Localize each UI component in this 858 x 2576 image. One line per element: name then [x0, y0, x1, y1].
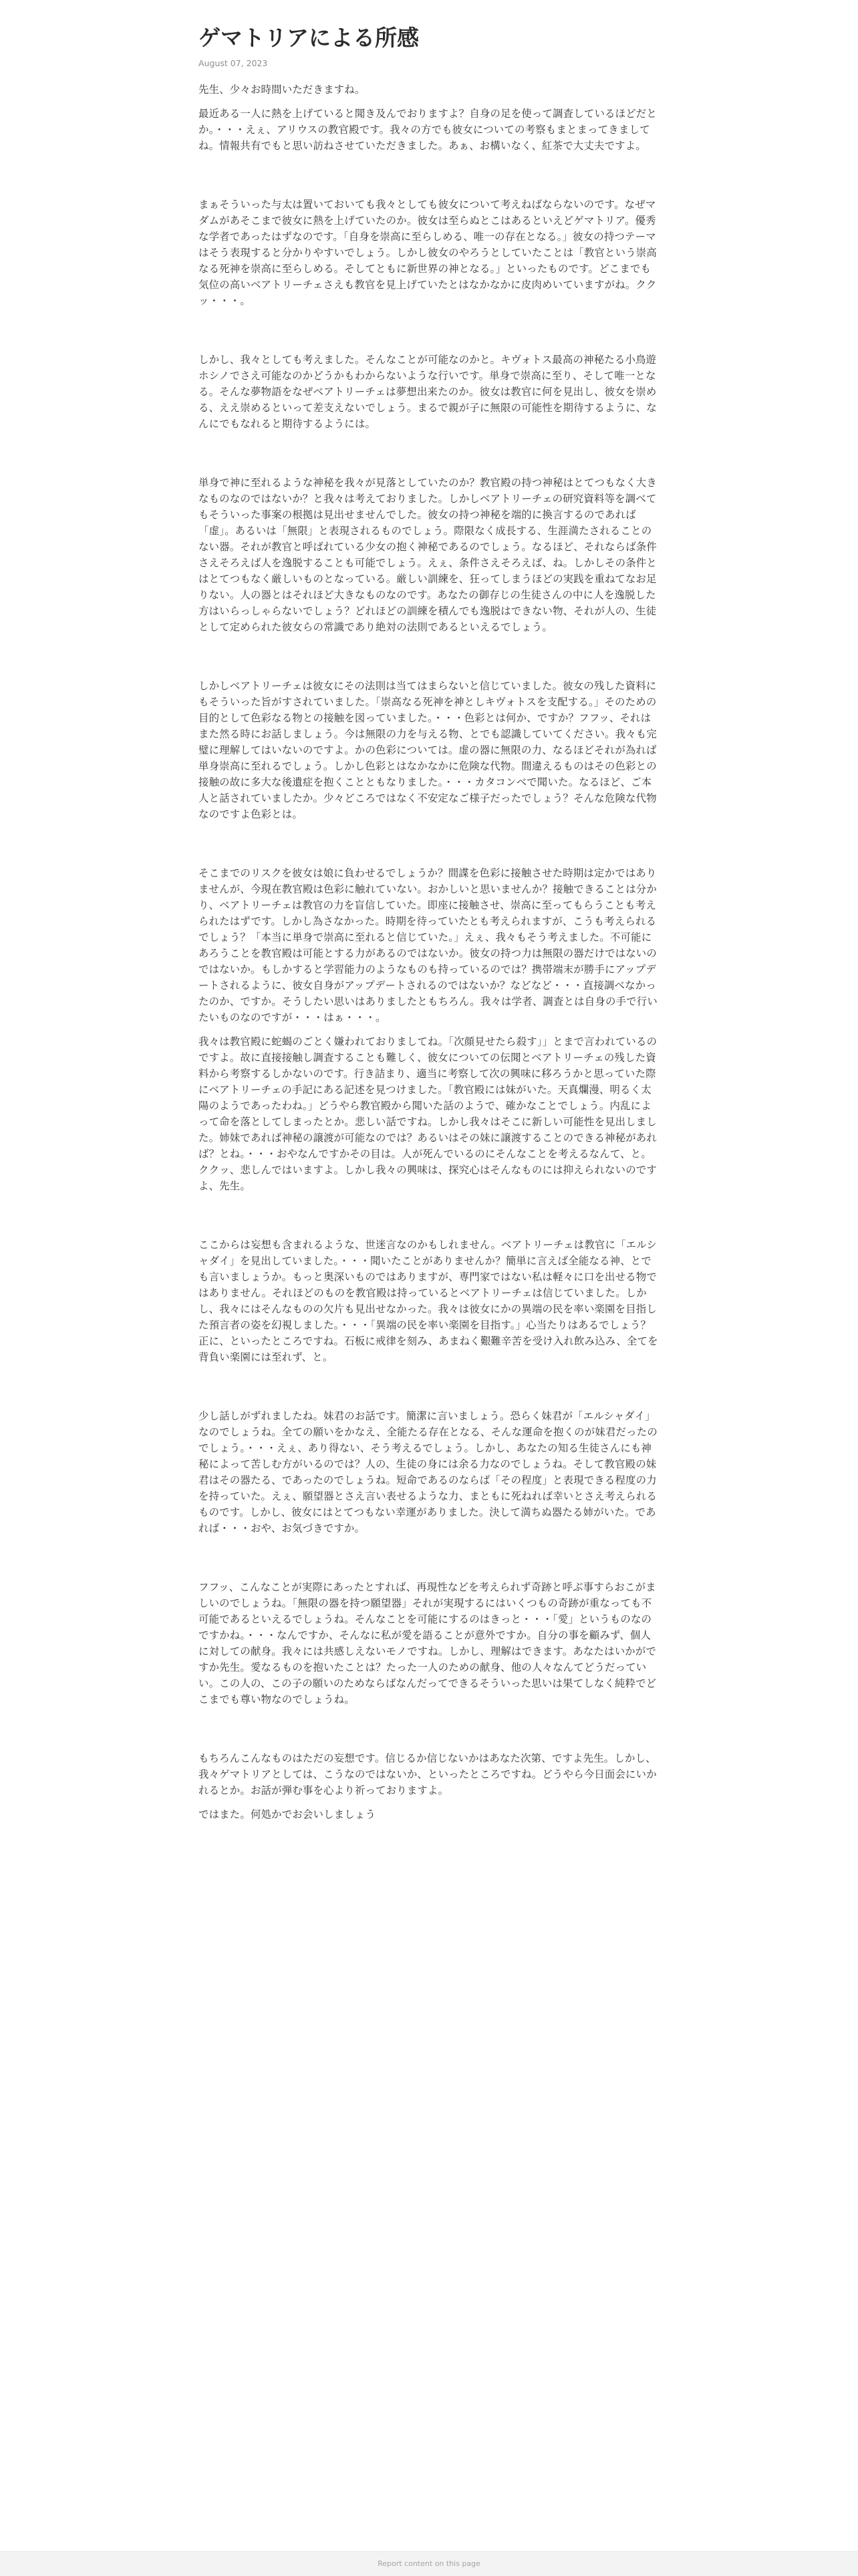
paragraph: しかし、我々としても考えました。そんなことが可能なのかと。キヴォトス最高の神秘たる小鳥遊ホシノでさえ可能なのかどうかもわからないような行いです。単身で崇高に至り、そして唯一となる。そんな夢物語をなぜベアトリーチェは夢想出来たのか。彼女は教官に何を見出し、彼女を崇める、ええ崇めるといって差支えないでしょう。まるで親が子に無限の可能性を期待するように、なんにでもなれると期待するようには。	[198, 354, 657, 430]
article	[198, 23, 660, 1831]
paragraph: ではまた。何処かでお会いしましょう	[198, 1808, 376, 1821]
paragraph: ここからは妄想も含まれるような、世迷言なのかもしれません。ベアトリーチェは教官に「エルシャダイ」を見出していました。・・・聞いたことがありませんか？簡単に言えば全能なる神、とでも言いましょうか。もっと奥深いものではありますが、専門家ではない私は軽々に口を出せる物ではありません。それほどのものを教官殿は持っているとベアトリーチェは信じていました。しかし、我々にはそんなものの欠片も見出せなかった。我々は彼女にかの異端の民を率い楽園を目指した預言者の姿を幻視しました。・・・「異端の民を率い楽園を目指す。」心当たりはあるでしょう？正に、といったところですね。石板に戒律を刻み、あまねく艱難辛苦を受け入れ飲み込み、全てを背負い楽園には至れず、と。	[198, 1239, 658, 1363]
paragraph: 単身で神に至れるような神秘を我々が見落としていたのか？教官殿の持つ神秘はとてつもなく大きなものなのではないか？と我々は考えておりました。しかしベアトリーチェの研究資料等を調べてもそういった事案の根拠は見出せませんでした。彼女の持つ神秘を端的に換言するのであれば「虚」。あるいは「無限」と表現されるものでしょう。際限なく成長する、生涯満たされることのない器。それが教官と呼ばれている少女の抱く神秘であるのでしょう。なるほど、それならば条件さえそろえば人を逸脱することも可能でしょう。えぇ、条件さえそろえば、ね。しかしその条件とはとてつもなく厳しいものとなっている。厳しい訓練を、狂ってしまうほどの実践を重ねてなお足りない。人の器とはそれほど大きなものなのです。あなたの御存じの生徒さんの中に人を逸脱した方はいらっしゃらないでしょう？どれほどの訓練を積んでも逸脱はできない物、それが人の、生徒として定められた彼女らの常識であり絶対の法則であるといえるでしょう。	[198, 477, 657, 633]
paragraph: 先生、少々お時間いただきますね。	[198, 84, 366, 96]
paragraph: そこまでのリスクを彼女は娘に負わせるでしょうか？間諜を色彩に接触させた時期は定かではありませんが、今現在教官殿は色彩に触れていない。おかしいと思いませんか？接触できることは分かり、ベアトリーチェは教官の力を盲信していた。即座に接触させ、崇高に至ってもらうことも考えられたはずです。しかし為さなかった。時期を待っていたとも考えられますが、こうも考えられるでしょう？「本当に単身で崇高に至れると信じていた。」えぇ、我々もそう考えました。不可能にあろうことを教官殿は可能とする力があるのではないか。彼女の持つ力は無限の器だけではないのではないか。もしかすると学習能力のようなものも持っているのでは？携帯端末が勝手にアップデートされるように、彼女自身がアップデートされるのではないか？などなど・・・直接調べなかったのか、ですか。そうしたい思いはありましたともちろん。我々は学者、調査とは自身の手で行いたいものなのですが・・・はぁ・・・。	[198, 867, 658, 1024]
page-footer	[0, 2551, 858, 2576]
paragraph: 最近ある一人に熱を上げていると聞き及んでおりますよ？自身の足を使って調査しているほどだとか。・・・えぇ、アリウスの教官殿です。我々の方でも彼女についての考察もまとまってきましてね。情報共有でもと思い訪ねさせていただきました。あぁ、お構いなく、紅茶で大丈夫ですよ。	[198, 108, 657, 152]
post-date: August 07, 2023	[198, 58, 268, 68]
page-title: ゲマトリアによる所感	[198, 25, 419, 51]
paragraph: しかしベアトリーチェは彼女にその法則は当てはまらないと信じていました。彼女の残した資料にもそういった旨がすされていました。「崇高なる死神を神としキヴォトスを支配する。」そのための目的として色彩なる物との接触を図っていました。・・・色彩とは何か、ですか？フフッ、それはまた然る時にお話しましょう。今は無限の力を与える物、とでも認識していてください。我々も完璧に理解してはいないのですよ。かの色彩については。虚の器に無限の力、なるほどそれが為れば単身崇高に至れるでしょう。しかし色彩とはなかなかに危険な代物。間違えるものはその色彩との接触の故に多大な後遺症を抱くことともなりました。・・・カタコンベで聞いた。なるほど、ご本人と話されていましたか。少々どころではなく不安定なご様子だったでしょう？そんな危険な代物なのですよ色彩とは。	[198, 680, 657, 820]
paragraph: 少し話しがずれましたね。妹君のお話です。簡潔に言いましょう。恐らく妹君が「エルシャダイ」なのでしょうね。全ての願いをかなえ、全能たる存在となる、そんな運命を抱くのが妹君だったのでしょう。・・・えぇ、あり得ない、そう考えるでしょう。しかし、あなたの知る生徒さんにも神秘によって苦しむ方がいるのでは？人の、生徒の身には余る力なのでしょうね。そして教官殿の妹君はその器たる、であったのでしょうね。短命であるのならば「その程度」と表現できる程度の力を持っていた。えぇ、願望器とさえ言い表せるような力、まともに死ねれば幸いとさえ考えられるものです。しかし、彼女にはとてつもない幸運がありました。決して満ちぬ器たる姉がいた。であれば・・・おや、お気づきですか。	[198, 1410, 658, 1534]
paragraph: フフッ、こんなことが実際にあったとすれば、再現性などを考えられず奇跡と呼ぶ事すらおこがましいのでしょうね。「無限の器を持つ願望器」それが実現するにはいくつもの奇跡が重なっても不可能であるといえるでしょうね。そんなことを可能にするのはきっと・・・「愛」というものなのですかね。・・・なんですか、そんなに私が愛を語ることが意外ですか。自分の事を顧みず、個人に対しての献身。我々には共感しえないモノですね。しかし、理解はできます。あなたはいかがですか先生。愛なるものを抱いたことは？たった一人のための献身、他の人々なんてどうだっていい。この人の、この子の願いのためならばなんだってできるそういった思いは果てしなく純粋でどこまでも尊い物なのでしょうね。	[198, 1581, 657, 1706]
paragraph: 我々は教官殿に蛇蝎のごとく嫌われておりましてね。「次顔見せたら殺す」」とまで言われているのですよ。故に直接接触し調査することも難しく、彼女についての伝聞とベアトリーチェの残した資料から考察するしかないのです。行き詰まり、適当に考察して次の興味に移ろうかと思っていた際にベアトリーチェの手記にある記述を見つけました。「教官殿には妹がいた。天真爛漫、明るく太陽のようであったわね。」どうやら教官殿から聞いた話のようで、確かなことでしょう。内乱によって命を落としてしまったとか。悲しい話ですね。しかし我々はそこに新しい可能性を見出しました。姉妹であれば神秘の譲渡が可能なのでは？あるいはその妹に譲渡することのできる神秘があれば？とね。・・・おやなんですかその目は。人が死んでいるのにそんなことを考えるなんて、と。ククッ、悲しんではいますよ。しかし我々の興味は、探究心はそんなものには抑えられないのですよ、先生。	[198, 1036, 658, 1192]
paragraph: まぁそういった与太は置いておいても我々としても彼女について考えねばならないのです。なぜマダムがあそこまで彼女に熱を上げていたのか。彼女は至らぬとこはあるといえどゲマトリア。優秀な学者であったはずなのです。「自身を崇高に至らしめる、唯一の存在となる。」彼女の持つテーマはそう表現すると分かりやすいでしょう。しかし彼女のやろうとしていたことは「教官という崇高なる死神を崇高に至らしめる。そしてともに新世界の神となる。」といったものです。どこまでも気位の高いベアトリーチェさえも教官を見上げていたとはなかなかに皮肉めいていますがね。ククッ・・・。	[198, 199, 657, 307]
paragraph: もちろんこんなものはただの妄想です。信じるか信じないかはあなた次第、ですよ先生。しかし、我々ゲマトリアとしては、こうなのではないか、といったところですね。どうやら今日面会にいかれるとか。お話が弾む事を心より祈っておりますよ。	[198, 1752, 657, 1796]
report-content-link[interactable]: Report content on this page	[378, 2559, 480, 2568]
